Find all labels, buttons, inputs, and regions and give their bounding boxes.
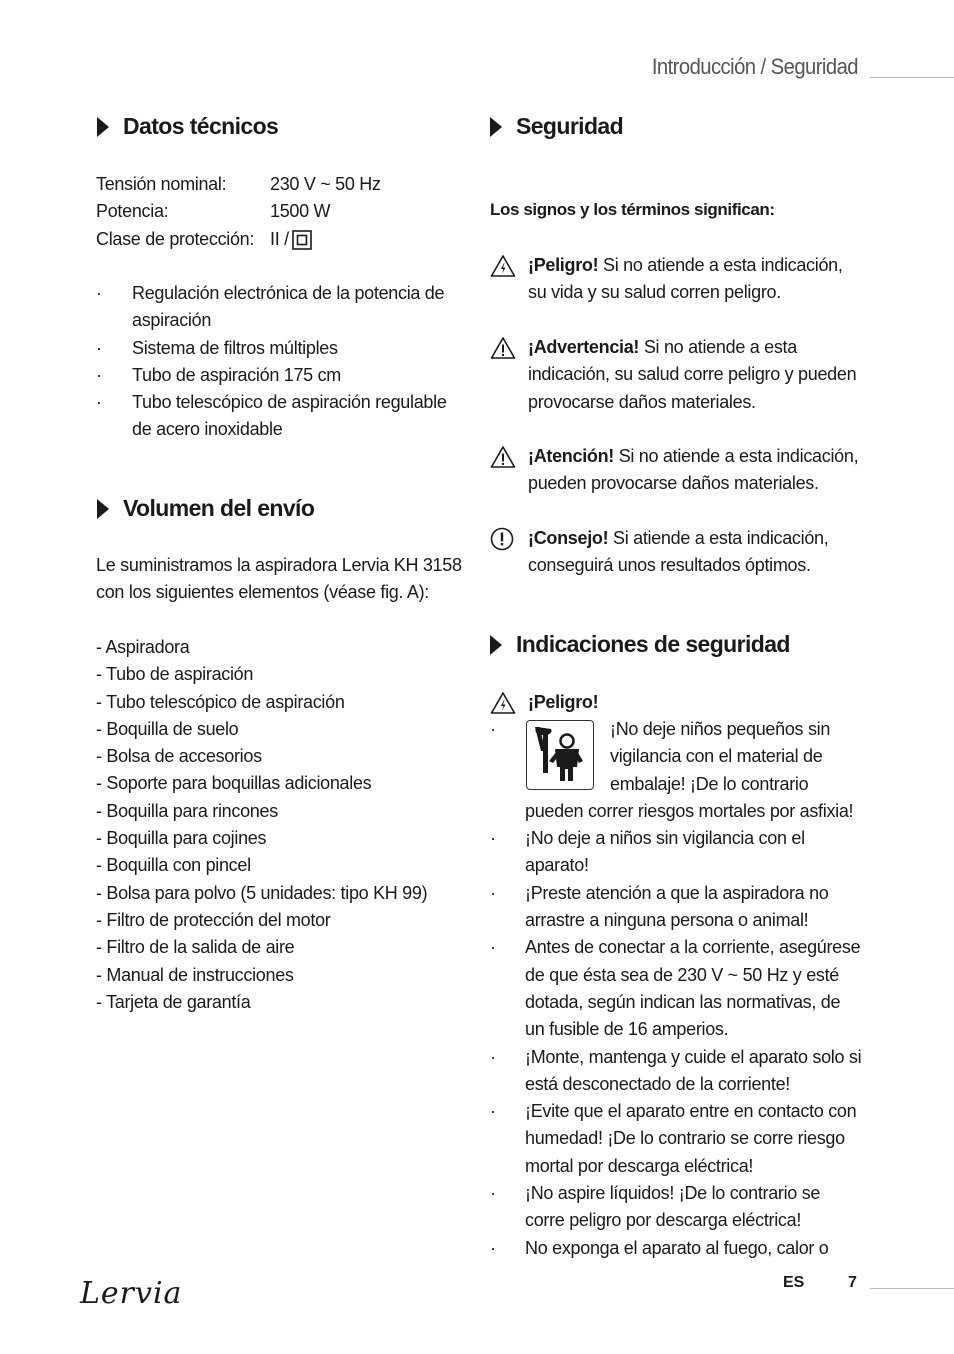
notice-text: Si no atiende a esta indicación, su vida y su salud corren peligro. [528,255,843,303]
list-item: · Sistema de filtros múltiples [96,337,338,358]
list-item: · ¡No aspire líquidos! ¡De lo contrario se corre peligro por descarga eléctrica! [490,1183,821,1231]
list-item: · ¡No deje a niños sin vigilancia con el aparato! [490,828,805,876]
list-item: - Boquilla de suelo [96,718,239,739]
caution-icon [490,445,516,469]
notice-label: ¡Peligro! [528,255,599,275]
list-item: · ¡No deje niños pequeños sin vigilancia con el material de embalaje! ¡De lo contrario pueden correr riesgos mortales por asfixia! [490,719,854,821]
notice-warning [490,334,860,416]
notice-tip [490,525,860,580]
spec-value: II / [270,228,289,249]
list-item: - Aspiradora [96,637,190,657]
list-item: - Filtro de protección del motor [96,909,331,930]
notice-label: ¡Peligro! [528,692,599,712]
section-arrow-icon [97,117,109,137]
header-rule [870,77,954,78]
spec-value: 230 V ~ 50 Hz [270,174,381,194]
spec-row [96,226,466,253]
list-item: · Regulación electrónica de la potencia de aspiración [96,283,445,331]
notice-text: Si atiende a esta indicación, conseguirá unos resultados óptimos. [528,528,829,576]
section-title-tech [97,113,278,140]
instructions-danger-heading [490,689,860,716]
tech-features-list [96,280,468,444]
tech-specs [96,171,466,253]
section-title-safety [490,113,623,140]
child-packaging-warning-icon [526,720,594,790]
notice-danger [490,252,860,307]
list-item: - Filtro de la salida de aire [96,937,295,958]
section-title-text: Datos técnicos [123,113,279,139]
spec-row [96,198,466,225]
brand-logo: Lervia [80,1276,183,1311]
section-arrow-icon [490,635,502,655]
list-item: - Boquilla para cojines [96,828,267,849]
list-item: - Bolsa para polvo (5 unidades: tipo KH 99) [96,882,428,903]
warning-icon [490,336,516,360]
spec-value: 1500 W [270,201,331,222]
list-item: · Antes de conectar a la corriente, asegúrese de que ésta sea de 230 V ~ 50 Hz y esté dotada, según indican las normativas, de un fusible de 16 amperios. [490,937,861,1040]
section-title-instructions [490,631,790,658]
footer-rule [870,1288,954,1289]
danger-icon [490,254,516,278]
page-number: 7 [848,1274,857,1291]
list-item: · ¡Monte, mantenga y cuide el aparato solo si está desconectado de la corriente! [490,1046,862,1094]
notice-label: ¡Advertencia! [528,337,640,357]
delivery-intro: Le suministramos la aspiradora Lervia KH 3158 con los siguientes elementos (véase fig. A): [96,555,462,603]
list-item: · ¡Preste atención a que la aspiradora no arrastre a ninguna persona o animal! [490,882,829,931]
spec-label: Clase de protección: [96,228,255,249]
danger-icon [490,691,516,715]
notice-text: Si no atiende a esta indicación, pueden provocarse daños materiales. [528,446,859,494]
safety-subtitle: Los signos y los términos significan: [490,200,775,219]
tip-icon [490,527,516,551]
spec-label: Tensión nominal: [96,174,227,194]
section-arrow-icon [490,117,502,137]
list-item: - Soporte para boquillas adicionales [96,773,372,794]
section-title-delivery [97,495,314,522]
list-item: · Tubo telescópico de aspiración regulable de acero inoxidable [96,392,447,440]
notice-caution [490,443,860,498]
footer-language: ES [783,1274,805,1291]
spec-label: Potencia: [96,201,169,222]
section-arrow-icon [97,499,109,519]
list-item: · No exponga el aparato al fuego, calor o [490,1237,829,1258]
delivery-items [96,634,468,1016]
list-item: - Tarjeta de garantía [96,991,251,1012]
section-title-text: Seguridad [516,113,624,139]
section-title-text: Volumen del envío [123,495,315,521]
list-item: · ¡Evite que el aparato entre en contacto con humedad! ¡De lo contrario se corre riesgo mortal por descarga eléctrica! [490,1101,857,1176]
list-item: - Tubo telescópico de aspiración [96,691,345,712]
notice-label: ¡Atención! [528,446,614,466]
spec-row [96,171,466,198]
list-item: - Boquilla para rincones [96,800,278,821]
notice-text: Si no atiende a esta indicación, su salud corre peligro y pueden provocarse daños materiales. [528,337,857,412]
page-header-title: Introducción / Seguridad [651,54,858,79]
list-item: - Boquilla con pincel [96,855,251,876]
safety-instructions-list [490,716,862,1262]
double-insulation-icon [292,230,312,250]
section-title-text: Indicaciones de seguridad [516,631,790,657]
list-item: - Manual de instrucciones [96,964,294,985]
list-item: - Bolsa de accesorios [96,746,262,767]
list-item: · Tubo de aspiración 175 cm [96,364,341,385]
notice-label: ¡Consejo! [528,528,609,548]
list-item: - Tubo de aspiración [96,664,254,685]
